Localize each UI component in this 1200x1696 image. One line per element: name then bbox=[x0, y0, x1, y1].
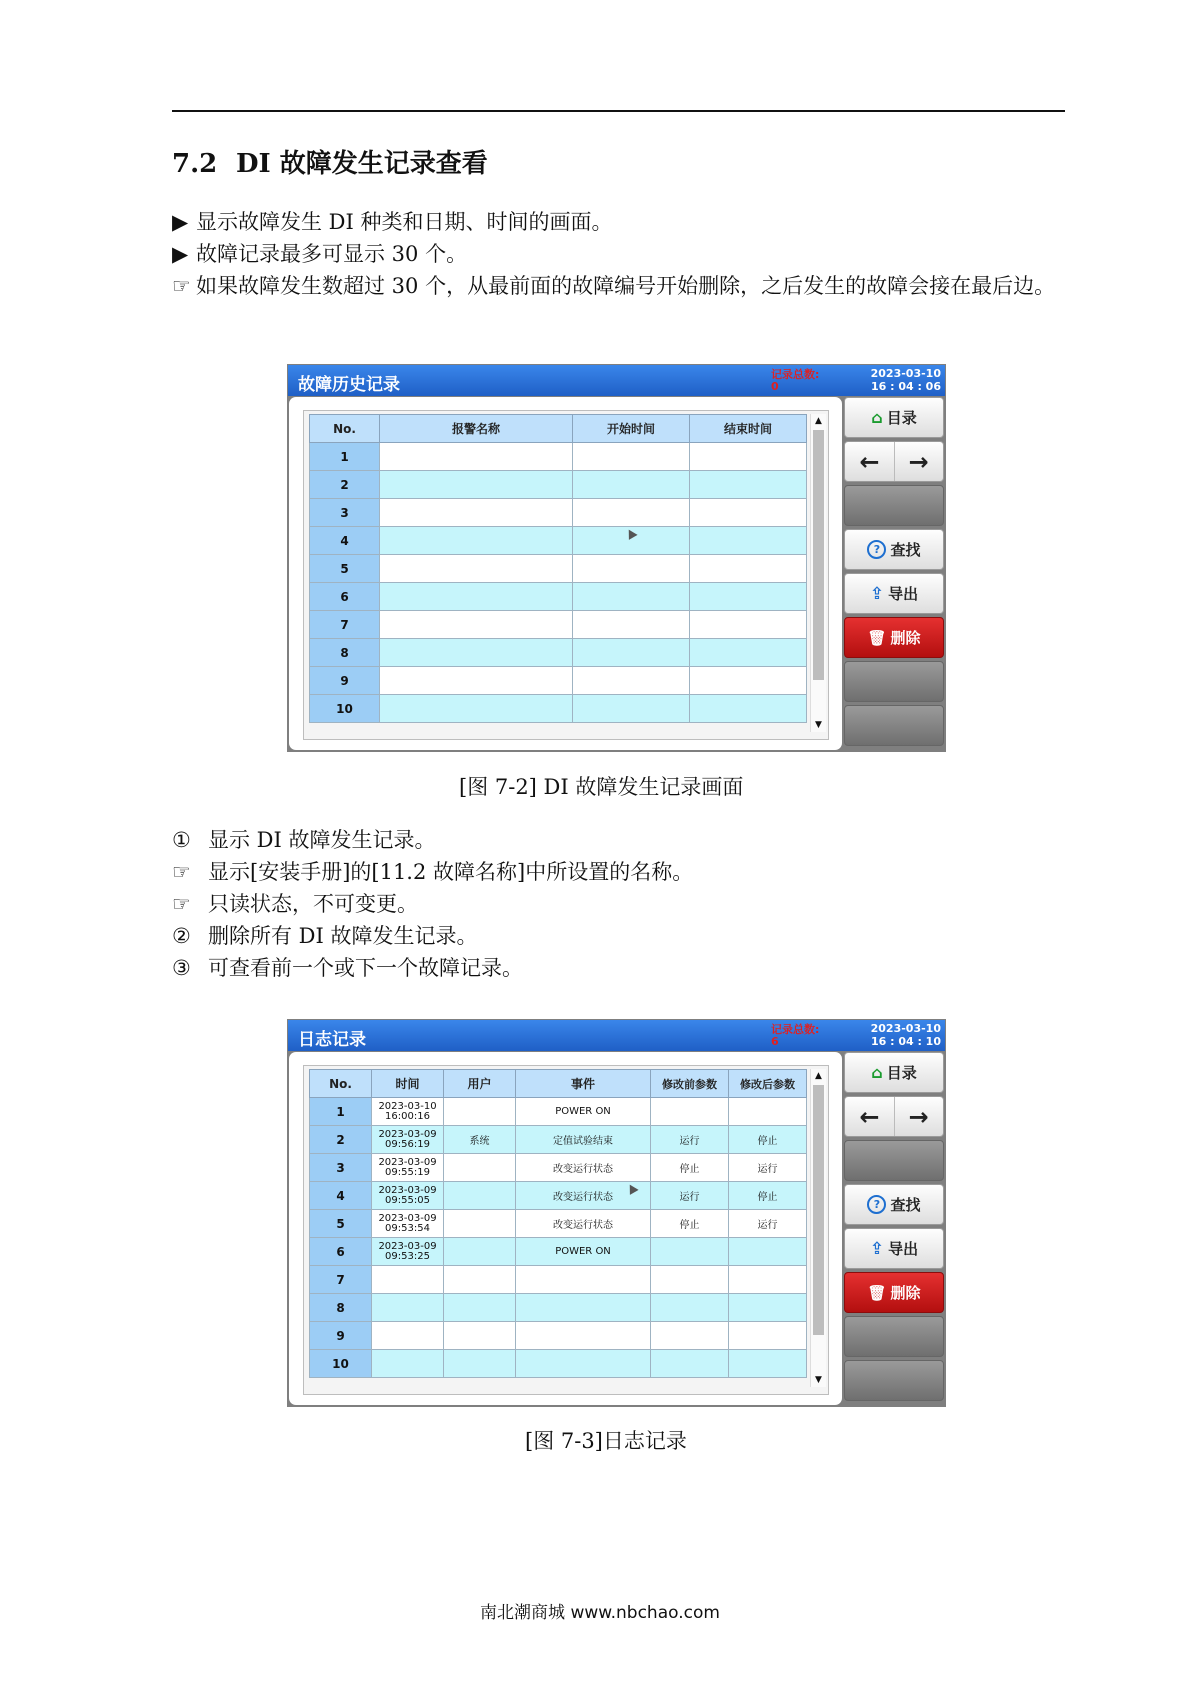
before-param-cell bbox=[651, 1294, 729, 1322]
menu-button[interactable] bbox=[844, 397, 944, 438]
before-param-cell bbox=[651, 1322, 729, 1350]
next-button[interactable]: → bbox=[908, 447, 929, 476]
table-cell bbox=[573, 695, 690, 723]
row-number: 4 bbox=[310, 1182, 372, 1210]
before-param-cell bbox=[651, 1266, 729, 1294]
bullet-text: 显示故障发生 DI 种类和日期、时间的画面。 bbox=[196, 210, 613, 234]
search-label: 查找 bbox=[890, 1196, 921, 1214]
menu-label: 目录 bbox=[886, 409, 917, 427]
row-number: 5 bbox=[310, 555, 380, 583]
col-header-no: No. bbox=[310, 1070, 372, 1098]
table-cell bbox=[573, 611, 690, 639]
table-row[interactable] bbox=[310, 639, 807, 667]
table-cell bbox=[690, 667, 807, 695]
time-cell bbox=[372, 1294, 444, 1322]
upload-icon: ⇪ bbox=[869, 1238, 885, 1259]
table-cell bbox=[690, 611, 807, 639]
table-frame bbox=[303, 410, 829, 740]
record-count-label: 记录总数: bbox=[771, 368, 820, 381]
row-number: 8 bbox=[310, 639, 380, 667]
table-row[interactable] bbox=[310, 555, 807, 583]
table-scrollbar[interactable] bbox=[810, 1069, 826, 1387]
after-param-cell: 停止 bbox=[729, 1182, 807, 1210]
event-cell: POWER ON bbox=[516, 1098, 651, 1126]
question-icon: ? bbox=[867, 1195, 886, 1214]
header-rule bbox=[172, 110, 1065, 112]
table-cell bbox=[380, 695, 573, 723]
table-cell bbox=[690, 471, 807, 499]
table-row[interactable] bbox=[310, 1266, 807, 1294]
log-time: 16:00:16 bbox=[385, 1110, 430, 1122]
scroll-up-icon[interactable]: ▲ bbox=[815, 416, 822, 426]
bullet-marker: ▶ bbox=[172, 210, 189, 234]
circled-marker: ① bbox=[172, 828, 191, 852]
time-cell bbox=[372, 1266, 444, 1294]
after-param-cell bbox=[729, 1322, 807, 1350]
col-header-event: 事件 bbox=[516, 1070, 651, 1098]
table-cell bbox=[690, 443, 807, 471]
time-cell bbox=[372, 1098, 444, 1126]
row-number: 7 bbox=[310, 1266, 372, 1294]
row-number: 9 bbox=[310, 667, 380, 695]
blank-button bbox=[844, 661, 944, 702]
table-row[interactable] bbox=[310, 1322, 807, 1350]
note-text: 只读状态，不可变更。 bbox=[208, 892, 418, 916]
table-cell bbox=[690, 639, 807, 667]
pointer-marker: ☞ bbox=[172, 274, 191, 298]
log-record-panel bbox=[287, 1019, 946, 1407]
table-row[interactable] bbox=[310, 667, 807, 695]
after-param-cell bbox=[729, 1238, 807, 1266]
pointer-marker: ☞ bbox=[172, 892, 191, 916]
col-header-after: 修改后参数 bbox=[729, 1070, 807, 1098]
table-row[interactable] bbox=[310, 695, 807, 723]
table-frame bbox=[303, 1065, 829, 1395]
row-number: 10 bbox=[310, 1350, 372, 1378]
table-cell bbox=[690, 527, 807, 555]
before-param-cell: 运行 bbox=[651, 1126, 729, 1154]
note-text: 如果故障发生数超过 30 个，从最前面的故障编号开始删除，之后发生的故障会接在最后边。 bbox=[196, 274, 1056, 298]
after-param-cell bbox=[729, 1098, 807, 1126]
prev-button[interactable]: ← bbox=[845, 1097, 895, 1136]
search-button[interactable] bbox=[844, 529, 944, 570]
table-row[interactable] bbox=[310, 527, 807, 555]
delete-button[interactable] bbox=[844, 617, 944, 658]
table-row[interactable] bbox=[310, 1126, 807, 1154]
table-cell bbox=[573, 471, 690, 499]
after-param-cell: 运行 bbox=[729, 1154, 807, 1182]
figure-caption: [图 7-2] DI 故障发生记录画面 bbox=[459, 775, 744, 799]
table-cell bbox=[690, 555, 807, 583]
record-count-label: 记录总数: bbox=[771, 1023, 820, 1036]
blank-button bbox=[844, 705, 944, 746]
table-row[interactable] bbox=[310, 1350, 807, 1378]
blank-button bbox=[844, 1140, 944, 1181]
note-1 bbox=[172, 824, 435, 856]
row-number: 9 bbox=[310, 1322, 372, 1350]
section-number: 7.2 bbox=[172, 149, 218, 179]
table-row[interactable] bbox=[310, 1154, 807, 1182]
section-heading bbox=[172, 143, 488, 180]
row-number: 2 bbox=[310, 471, 380, 499]
section-title: DI 故障发生记录查看 bbox=[236, 149, 488, 179]
user-cell bbox=[444, 1350, 516, 1378]
event-cell: 定值试验结束 bbox=[516, 1126, 651, 1154]
table-row[interactable] bbox=[310, 471, 807, 499]
scroll-thumb[interactable] bbox=[813, 1085, 824, 1335]
log-date: 2023-03-09 bbox=[378, 1156, 437, 1168]
row-number: 1 bbox=[310, 443, 380, 471]
table-cell bbox=[690, 499, 807, 527]
table-row[interactable] bbox=[310, 1098, 807, 1126]
table-cell bbox=[573, 667, 690, 695]
after-param-cell bbox=[729, 1266, 807, 1294]
bullet-marker: ▶ bbox=[172, 242, 189, 266]
user-cell bbox=[444, 1098, 516, 1126]
note-text: 可查看前一个或下一个故障记录。 bbox=[208, 956, 523, 980]
table-cell bbox=[573, 555, 690, 583]
trash-icon: 🗑 bbox=[867, 628, 887, 647]
menu-label: 目录 bbox=[886, 1064, 917, 1082]
prev-button[interactable]: ← bbox=[845, 442, 895, 481]
note-text: 删除所有 DI 故障发生记录。 bbox=[208, 924, 478, 948]
scroll-down-icon[interactable]: ▼ bbox=[815, 1375, 822, 1385]
table-cell bbox=[573, 639, 690, 667]
table-row[interactable] bbox=[310, 611, 807, 639]
table-row[interactable] bbox=[310, 583, 807, 611]
note-3 bbox=[172, 888, 418, 920]
row-number: 10 bbox=[310, 695, 380, 723]
user-cell bbox=[444, 1210, 516, 1238]
table-cell bbox=[380, 443, 573, 471]
row-number: 5 bbox=[310, 1210, 372, 1238]
menu-button[interactable] bbox=[844, 1052, 944, 1093]
date: 2023-03-10 bbox=[870, 1022, 941, 1035]
note-text: 显示[安装手册]的[11.2 故障名称]中所设置的名称。 bbox=[208, 860, 694, 884]
export-label: 导出 bbox=[888, 585, 919, 603]
before-param-cell: 停止 bbox=[651, 1210, 729, 1238]
bullet-1 bbox=[172, 206, 612, 238]
row-number: 6 bbox=[310, 583, 380, 611]
col-header-alarm-name: 报警名称 bbox=[380, 415, 573, 443]
row-number: 2 bbox=[310, 1126, 372, 1154]
before-param-cell bbox=[651, 1350, 729, 1378]
after-param-cell bbox=[729, 1294, 807, 1322]
note-5 bbox=[172, 952, 523, 984]
user-cell bbox=[444, 1154, 516, 1182]
home-icon: ⌂ bbox=[871, 1063, 883, 1082]
time: 16 : 04 : 06 bbox=[870, 380, 941, 393]
time-cell bbox=[372, 1210, 444, 1238]
table-cell bbox=[573, 443, 690, 471]
delete-label: 删除 bbox=[890, 1284, 921, 1302]
event-cell: 改变运行状态 bbox=[516, 1182, 651, 1210]
datetime bbox=[871, 1022, 941, 1048]
scroll-thumb[interactable] bbox=[813, 430, 824, 680]
time-cell bbox=[372, 1182, 444, 1210]
note-2 bbox=[172, 856, 693, 888]
row-number: 1 bbox=[310, 1098, 372, 1126]
date: 2023-03-10 bbox=[870, 367, 941, 380]
figure-caption: [图 7-3]日志记录 bbox=[525, 1429, 687, 1453]
delete-button[interactable] bbox=[844, 1272, 944, 1313]
event-cell: 改变运行状态 bbox=[516, 1154, 651, 1182]
log-time: 09:55:19 bbox=[385, 1166, 430, 1178]
table-row[interactable] bbox=[310, 1294, 807, 1322]
time: 16 : 04 : 10 bbox=[870, 1035, 941, 1048]
table-cell bbox=[380, 555, 573, 583]
upload-icon: ⇪ bbox=[869, 583, 885, 604]
home-icon: ⌂ bbox=[871, 408, 883, 427]
log-date: 2023-03-09 bbox=[378, 1184, 437, 1196]
panel-title: 日志记录 bbox=[298, 1030, 366, 1050]
export-button[interactable] bbox=[844, 1228, 944, 1269]
after-param-cell bbox=[729, 1350, 807, 1378]
datetime bbox=[871, 367, 941, 393]
event-cell: POWER ON bbox=[516, 1238, 651, 1266]
user-cell: 系统 bbox=[444, 1126, 516, 1154]
scroll-up-icon[interactable]: ▲ bbox=[815, 1071, 822, 1081]
event-cell bbox=[516, 1266, 651, 1294]
time-cell bbox=[372, 1350, 444, 1378]
panel-title: 故障历史记录 bbox=[298, 375, 400, 395]
bullet-text: 故障记录最多可显示 30 个。 bbox=[196, 242, 468, 266]
before-param-cell: 停止 bbox=[651, 1154, 729, 1182]
table-cell bbox=[380, 527, 573, 555]
col-header-end-time: 结束时间 bbox=[690, 415, 807, 443]
row-number: 3 bbox=[310, 1154, 372, 1182]
table-row[interactable] bbox=[310, 443, 807, 471]
table-row[interactable] bbox=[310, 1238, 807, 1266]
blank-button bbox=[844, 485, 944, 526]
note-4 bbox=[172, 920, 477, 952]
time-cell bbox=[372, 1154, 444, 1182]
event-cell bbox=[516, 1322, 651, 1350]
delete-label: 删除 bbox=[890, 629, 921, 647]
record-count: 0 bbox=[771, 380, 779, 393]
row-number: 4 bbox=[310, 527, 380, 555]
page-footer: 南北潮商城 www.nbchao.com bbox=[480, 1603, 720, 1623]
question-icon: ? bbox=[867, 540, 886, 559]
fault-history-table bbox=[309, 414, 807, 723]
log-table bbox=[309, 1069, 807, 1378]
log-date: 2023-03-09 bbox=[378, 1240, 437, 1252]
user-cell bbox=[444, 1182, 516, 1210]
table-row[interactable] bbox=[310, 1182, 807, 1210]
before-param-cell bbox=[651, 1098, 729, 1126]
log-time: 09:53:54 bbox=[385, 1222, 430, 1234]
before-param-cell bbox=[651, 1238, 729, 1266]
table-cell bbox=[380, 639, 573, 667]
event-cell: 改变运行状态 bbox=[516, 1210, 651, 1238]
time-cell bbox=[372, 1238, 444, 1266]
user-cell bbox=[444, 1266, 516, 1294]
row-number: 7 bbox=[310, 611, 380, 639]
search-button[interactable] bbox=[844, 1184, 944, 1225]
panel-content bbox=[289, 1052, 842, 1405]
panel-header bbox=[288, 1020, 945, 1051]
panel-header bbox=[288, 365, 945, 396]
table-cell bbox=[573, 499, 690, 527]
row-number: 6 bbox=[310, 1238, 372, 1266]
trash-icon: 🗑 bbox=[867, 1283, 887, 1302]
pointer-marker: ☞ bbox=[172, 860, 191, 884]
row-number: 8 bbox=[310, 1294, 372, 1322]
col-header-before: 修改前参数 bbox=[651, 1070, 729, 1098]
col-header-user: 用户 bbox=[444, 1070, 516, 1098]
table-scrollbar[interactable] bbox=[810, 414, 826, 732]
scroll-down-icon[interactable]: ▼ bbox=[815, 720, 822, 730]
table-cell bbox=[380, 471, 573, 499]
after-param-cell: 停止 bbox=[729, 1126, 807, 1154]
row-number: 3 bbox=[310, 499, 380, 527]
panel-content bbox=[289, 397, 842, 750]
record-count: 6 bbox=[771, 1035, 779, 1048]
table-cell bbox=[690, 695, 807, 723]
note-text: 显示 DI 故障发生记录。 bbox=[208, 828, 436, 852]
table-row[interactable] bbox=[310, 1210, 807, 1238]
log-date: 2023-03-10 bbox=[378, 1100, 437, 1112]
log-date: 2023-03-09 bbox=[378, 1212, 437, 1224]
blank-button bbox=[844, 1360, 944, 1401]
event-cell bbox=[516, 1294, 651, 1322]
export-label: 导出 bbox=[888, 1240, 919, 1258]
time-cell bbox=[372, 1322, 444, 1350]
table-cell bbox=[380, 583, 573, 611]
bullet-2 bbox=[172, 238, 467, 270]
circled-marker: ③ bbox=[172, 956, 191, 980]
event-cell bbox=[516, 1350, 651, 1378]
table-row[interactable] bbox=[310, 499, 807, 527]
user-cell bbox=[444, 1238, 516, 1266]
col-header-start-time: 开始时间 bbox=[573, 415, 690, 443]
after-param-cell: 运行 bbox=[729, 1210, 807, 1238]
note-overflow bbox=[172, 270, 1067, 302]
table-cell bbox=[380, 611, 573, 639]
blank-button bbox=[844, 1316, 944, 1357]
time-cell bbox=[372, 1126, 444, 1154]
col-header-no: No. bbox=[310, 415, 380, 443]
search-label: 查找 bbox=[890, 541, 921, 559]
export-button[interactable] bbox=[844, 573, 944, 614]
fault-history-panel bbox=[287, 364, 946, 752]
table-cell bbox=[380, 499, 573, 527]
nav-buttons bbox=[844, 441, 944, 482]
user-cell bbox=[444, 1294, 516, 1322]
log-time: 09:53:25 bbox=[385, 1250, 430, 1262]
table-cell bbox=[573, 583, 690, 611]
log-time: 09:56:19 bbox=[385, 1138, 430, 1150]
nav-buttons bbox=[844, 1096, 944, 1137]
log-date: 2023-03-09 bbox=[378, 1128, 437, 1140]
log-time: 09:55:05 bbox=[385, 1194, 430, 1206]
circled-marker: ② bbox=[172, 924, 191, 948]
table-cell bbox=[380, 667, 573, 695]
table-cell bbox=[690, 583, 807, 611]
user-cell bbox=[444, 1322, 516, 1350]
next-button[interactable]: → bbox=[908, 1102, 929, 1131]
before-param-cell: 运行 bbox=[651, 1182, 729, 1210]
col-header-time: 时间 bbox=[372, 1070, 444, 1098]
